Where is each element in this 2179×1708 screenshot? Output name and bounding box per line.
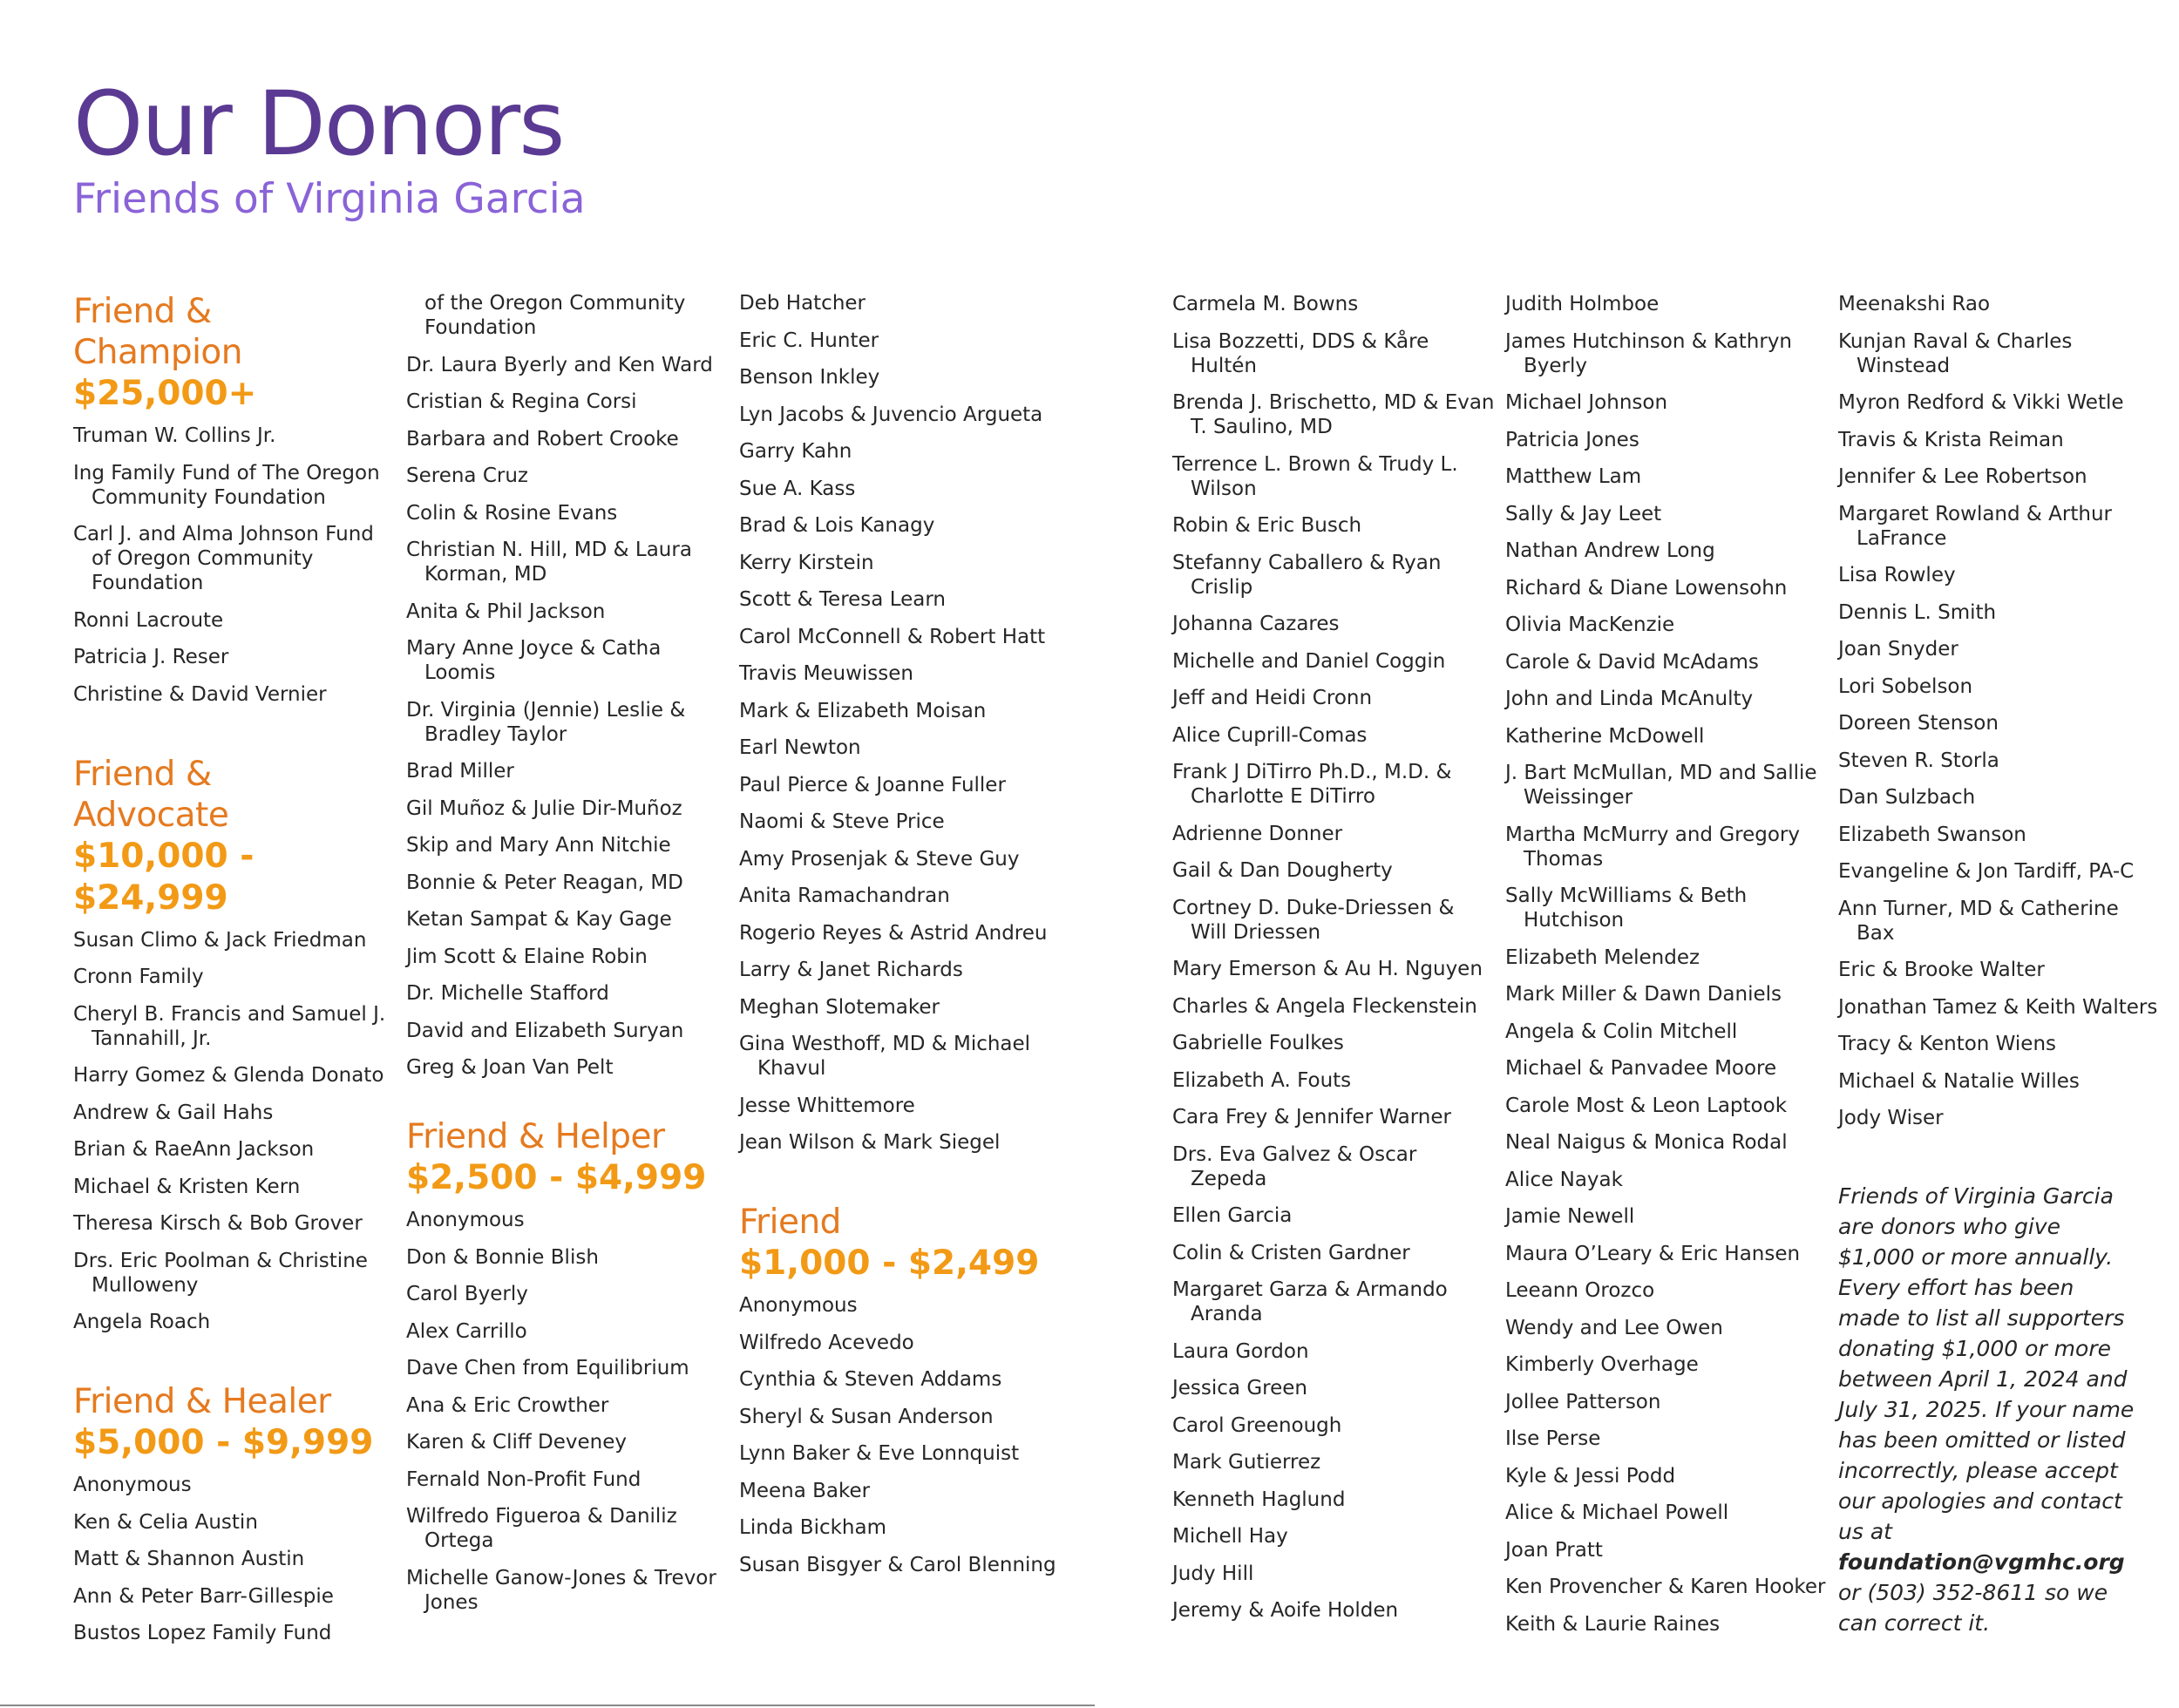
note-text-end: or (503) 352-8611 so we can correct it. [1838,1580,2108,1636]
list-item: Ann & Peter Barr-Gillespie [73,1584,334,1608]
list-item: Mary Emerson & Au H. Nguyen [1172,958,1483,980]
list-item: Larry & Janet Richards [739,959,963,981]
list-item: Jean Wilson & Mark Siegel [739,1131,1001,1154]
list-item: Lisa Bozzetti, DDS & Kåre Hultén [1172,329,1429,377]
list-item: Harry Gomez & Glenda Donato [73,1064,384,1087]
donor-column-5 [1505,292,1828,1649]
list-item: Travis Meuwissen [739,662,913,685]
list-item: Frank J DiTirro Ph.D., M.D. & Charlotte E DiTirro [1172,761,1452,808]
list-item: Dr. Laura Byerly and Ken Ward [406,353,713,376]
list-item: Paul Pierce & Joanne Fuller [739,773,1006,796]
list-item: Skip and Mary Ann Nitchie [406,834,671,857]
list-item: Brenda J. Brischetto, MD & Evan T. Saulino, MD [1172,391,1495,438]
list-item: Cheryl B. Francis and Samuel J. Tannahill, Jr. [73,1002,386,1050]
list-item: Wilfredo Figueroa & Daniliz Ortega [406,1505,677,1552]
tier-friend [739,1202,1062,1284]
donor-list-healer-cont [406,353,729,1081]
tier-range: $10,000 - $24,999 [73,836,255,918]
list-item: John and Linda McAnulty [1505,688,1754,710]
list-item: Richard & Diane Lowensohn [1505,576,1788,600]
list-item: Angela Roach [73,1311,211,1333]
list-item: Evangeline & Jon Tardiff, PA-C [1838,860,2135,883]
list-item: Eric & Brooke Walter [1838,959,2045,981]
list-item: Jessica Green [1172,1377,1307,1400]
list-item: Barbara and Robert Crooke [406,427,679,451]
list-item: Patricia J. Reser [73,646,229,668]
list-item: Margaret Rowland & Arthur LaFrance [1838,502,2112,550]
list-item: Brad Miller [406,760,514,783]
list-item: Kenneth Haglund [1172,1488,1346,1511]
list-item: Wendy and Lee Owen [1505,1316,1723,1339]
list-item: Theresa Kirsch & Bob Grover [73,1212,363,1235]
list-item: Leeann Orozco [1505,1279,1655,1302]
donor-column-6 [1838,292,2161,1638]
list-item: Garry Kahn [739,440,852,463]
list-item: Sue A. Kass [739,477,856,500]
list-item: Johanna Cazares [1172,613,1340,635]
list-item: Robin & Eric Busch [1172,514,1362,537]
list-item: Deb Hatcher [739,292,866,315]
list-item: Joan Pratt [1505,1538,1603,1562]
list-item: Steven R. Storla [1838,749,1999,772]
list-item: Meghan Slotemaker [739,995,940,1019]
list-item: Dr. Michelle Stafford [406,982,609,1005]
donor-policy-note [1838,1181,2135,1638]
list-item: Kimberly Overhage [1505,1353,1699,1376]
list-item: James Hutchinson & Kathryn Byerly [1505,329,1793,377]
list-item: Jim Scott & Elaine Robin [406,945,648,968]
list-item: Kerry Kirstein [739,551,874,574]
donor-column-1 [73,291,396,1658]
list-item: Neal Naigus & Monica Rodal [1505,1131,1788,1154]
list-item: Kunjan Raval & Charles Winstead [1838,329,2073,377]
list-item: Jeremy & Aoife Holden [1172,1599,1399,1622]
list-item: Jeff and Heidi Cronn [1172,687,1373,709]
list-item: Olivia MacKenzie [1505,613,1675,636]
list-item: Matthew Lam [1505,465,1642,488]
list-item: Maura O’Leary & Eric Hansen [1505,1242,1801,1265]
list-item: Ken Provencher & Karen Hooker [1505,1576,1826,1598]
list-item: Naomi & Steve Price [739,810,945,833]
list-item: Ana & Eric Crowther [406,1393,609,1417]
note-text: Friends of Virginia Garcia are donors who give $1,000 or more annually. Every effort has been made to list all supporters donating $1,000 or more between April 1, 2024 and July 31, 2025. If your name has been omitted or listed incorrectly, please accept our apologies and contact us at [1838,1183,2135,1544]
list-item: Dave Chen from Equilibrium [406,1357,689,1379]
list-item: Eric C. Hunter [739,329,879,352]
list-item: Michael & Panvadee Moore [1505,1057,1777,1080]
list-item: Lori Sobelson [1838,674,1973,698]
list-item: Earl Newton [739,736,861,759]
donor-list-friend [739,1293,1062,1577]
tier-name: Friend & Helper [406,1117,665,1156]
donor-column-3 [739,291,1062,1589]
list-item: Judith Holmboe [1505,293,1660,315]
list-item: Ken & Celia Austin [73,1510,258,1534]
list-item: Scott & Teresa Learn [739,588,946,611]
list-item: Alice Nayak [1505,1168,1623,1191]
page-title: Our Donors [73,72,564,176]
list-item: Stefanny Caballero & Ryan Crislip [1172,551,1442,599]
list-item: Anonymous [739,1294,858,1317]
list-item: Mary Anne Joyce & Catha Loomis [406,637,662,684]
list-item: Christian N. Hill, MD & Laura Korman, MD [406,539,692,586]
list-item: Ilse Perse [1505,1427,1601,1450]
list-item: Lyn Jacobs & Juvencio Argueta [739,403,1043,426]
list-item: Drs. Eric Poolman & Christine Mulloweny [73,1249,368,1297]
list-item: Doreen Stenson [1838,712,1999,735]
list-item: Joan Snyder [1838,638,1958,661]
list-item: Drs. Eva Galvez & Oscar Zepeda [1172,1142,1417,1190]
bottom-divider [0,1705,1095,1706]
list-item: Ellen Garcia [1172,1204,1293,1227]
tier-name: Friend & Healer [73,1382,331,1421]
donor-column-2 [406,291,729,1627]
tier-advocate [73,754,396,919]
tier-healer [73,1381,396,1464]
tier-range: $25,000+ [73,374,257,413]
donor-list-advocate [73,928,396,1335]
list-item: Christine & David Vernier [73,682,327,706]
list-item: Anita Ramachandran [739,884,950,907]
list-item: Truman W. Collins Jr. [73,424,276,447]
list-item: Carol Greenough [1172,1413,1342,1437]
list-item: Keith & Laurie Raines [1505,1612,1721,1636]
list-item: Fernald Non-Profit Fund [406,1467,641,1491]
list-item: Anonymous [73,1474,192,1496]
tier-name: Friend & Advocate [73,754,229,835]
list-item: Anonymous [406,1209,525,1231]
list-item: Colin & Cristen Gardner [1172,1241,1410,1264]
list-item: Karen & Cliff Deveney [406,1431,627,1454]
list-item: Katherine McDowell [1505,724,1705,748]
donor-list-helper-cont [739,291,1062,1155]
list-item: Patricia Jones [1505,428,1639,451]
list-item: Ketan Sampat & Kay Gage [406,908,672,931]
list-item: Susan Climo & Jack Friedman [73,928,367,952]
list-item: Cynthia & Steven Addams [739,1368,1002,1391]
list-item: Sheryl & Susan Anderson [739,1405,994,1428]
list-item: Nathan Andrew Long [1505,539,1715,562]
list-item: Bustos Lopez Family Fund [73,1622,332,1644]
list-item: Sally & Jay Leet [1505,502,1662,525]
donor-column-4 [1172,292,1495,1636]
tier-range: $1,000 - $2,499 [739,1244,1040,1283]
list-item: Andrew & Gail Hahs [73,1101,274,1124]
list-item: Carole & David McAdams [1505,650,1759,674]
list-item: Kyle & Jessi Podd [1505,1464,1676,1488]
list-item: Dan Sulzbach [1838,786,1976,809]
list-item: Alice Cuprill-Comas [1172,723,1368,747]
list-item: Cortney D. Duke-Driessen & Will Driessen [1172,896,1455,944]
list-item: Angela & Colin Mitchell [1505,1020,1738,1043]
donor-list-healer [73,1473,396,1645]
list-item: Elizabeth Swanson [1838,823,2026,846]
tier-range: $2,500 - $4,999 [406,1158,707,1197]
list-item: Carol Byerly [406,1283,528,1305]
list-item: Cristian & Regina Corsi [406,390,637,413]
list-item: Matt & Shannon Austin [73,1548,305,1570]
list-item: Elizabeth A. Fouts [1172,1068,1352,1092]
list-item: Jesse Whittemore [739,1094,915,1117]
list-item: Don & Bonnie Blish [406,1245,599,1269]
list-item: Linda Bickham [739,1516,886,1539]
donor-list-champion [73,424,396,707]
list-item: Jonathan Tamez & Keith Walters [1838,995,2158,1019]
donor-list-advocate-cont [406,291,729,340]
tier-helper [406,1116,729,1199]
list-item: Ing Family Fund of The Oregon Community Foundation [73,461,380,509]
list-item: Mark Miller & Dawn Daniels [1505,983,1782,1006]
list-item: Carl J. and Alma Johnson Fund of Oregon Community Foundation [73,523,374,594]
list-item: Benson Inkley [739,366,880,389]
list-item: Laura Gordon [1172,1339,1309,1363]
list-item: Judy Hill [1172,1562,1254,1585]
tier-name: Friend [739,1203,841,1242]
list-item: Susan Bisgyer & Carol Blenning [739,1553,1056,1576]
list-item: Colin & Rosine Evans [406,501,618,525]
list-item: Michael & Kristen Kern [73,1175,301,1198]
list-item: Margaret Garza & Armando Aranda [1172,1278,1448,1325]
donor-list-helper [406,1208,729,1615]
tier-champion [73,291,396,415]
donor-list-friend-cont-2 [1505,292,1828,1637]
list-item: Brad & Lois Kanagy [739,514,935,537]
list-item: Cronn Family [73,966,204,988]
list-item: Michael & Natalie Willes [1838,1069,2080,1093]
tier-name: Friend & Champion [73,292,243,372]
list-item: Jollee Patterson [1505,1390,1661,1413]
list-item: Cara Frey & Jennifer Warner [1172,1106,1451,1128]
page-subtitle: Friends of Virginia Garcia [73,175,586,223]
list-item: Elizabeth Melendez [1505,946,1700,969]
list-item: Alice & Michael Powell [1505,1501,1729,1524]
list-item: Mark Gutierrez [1172,1451,1321,1474]
list-item: Michael Johnson [1505,391,1668,414]
list-item: Wilfredo Acevedo [739,1331,914,1354]
list-item: J. Bart McMullan, MD and Sallie Weissinger [1505,762,1817,809]
list-item: Amy Prosenjak & Steve Guy [739,847,1020,871]
list-item: Gil Muñoz & Julie Dir-Muñoz [406,796,682,820]
list-item: Meenakshi Rao [1838,293,1991,315]
list-item: Mark & Elizabeth Moisan [739,699,987,722]
list-item: Myron Redford & Vikki Wetle [1838,391,2124,414]
list-item: Gail & Dan Dougherty [1172,859,1393,882]
list-item: Sally McWilliams & Beth Hutchison [1505,884,1748,932]
list-item: Lisa Rowley [1838,564,1956,586]
list-item: Terrence L. Brown & Trudy L. Wilson [1172,452,1458,500]
list-item: Jamie Newell [1505,1205,1635,1228]
list-item: Brian & RaeAnn Jackson [73,1138,315,1161]
list-item: Travis & Krista Reiman [1838,428,2064,451]
list-item: Tracy & Kenton Wiens [1838,1033,2057,1055]
donor-list-friend-cont-3 [1838,292,2161,1130]
list-item: Jody Wiser [1838,1107,1944,1129]
list-item: Michelle and Daniel Coggin [1172,649,1446,673]
list-item: of the Oregon Community Foundation [424,292,686,339]
list-item: Jennifer & Lee Robertson [1838,465,2087,488]
list-item: Michelle Ganow-Jones & Trevor Jones [406,1566,716,1614]
contact-email[interactable]: foundation@vgmhc.org [1838,1549,2125,1575]
donor-list-friend-cont-1 [1172,292,1495,1623]
list-item: Rogerio Reyes & Astrid Andreu [739,921,1048,945]
list-item: Gabrielle Foulkes [1172,1032,1344,1054]
list-item: Dennis L. Smith [1838,600,1997,624]
list-item: Serena Cruz [406,464,528,487]
list-item: Charles & Angela Fleckenstein [1172,994,1477,1018]
list-item: Dr. Virginia (Jennie) Leslie & Bradley Taylor [406,698,686,746]
list-item: Anita & Phil Jackson [406,600,606,623]
list-item: Michell Hay [1172,1525,1288,1548]
list-item: Meena Baker [739,1479,871,1502]
tier-range: $5,000 - $9,999 [73,1423,374,1462]
list-item: Ronni Lacroute [73,608,224,632]
list-item: David and Elizabeth Suryan [406,1019,684,1042]
list-item: Alex Carrillo [406,1319,527,1343]
list-item: Martha McMurry and Gregory Thomas [1505,823,1800,871]
list-item: Carmela M. Bowns [1172,293,1359,315]
list-item: Carole Most & Leon Laptook [1505,1094,1788,1117]
list-item: Lynn Baker & Eve Lonnquist [739,1442,1020,1465]
list-item: Greg & Joan Van Pelt [406,1056,614,1079]
list-item: Carol McConnell & Robert Hatt [739,625,1046,648]
list-item: Adrienne Donner [1172,822,1343,845]
list-item: Bonnie & Peter Reagan, MD [406,871,683,894]
list-item: Gina Westhoff, MD & Michael Khavul [739,1033,1031,1080]
list-item: Ann Turner, MD & Catherine Bax [1838,897,2119,945]
